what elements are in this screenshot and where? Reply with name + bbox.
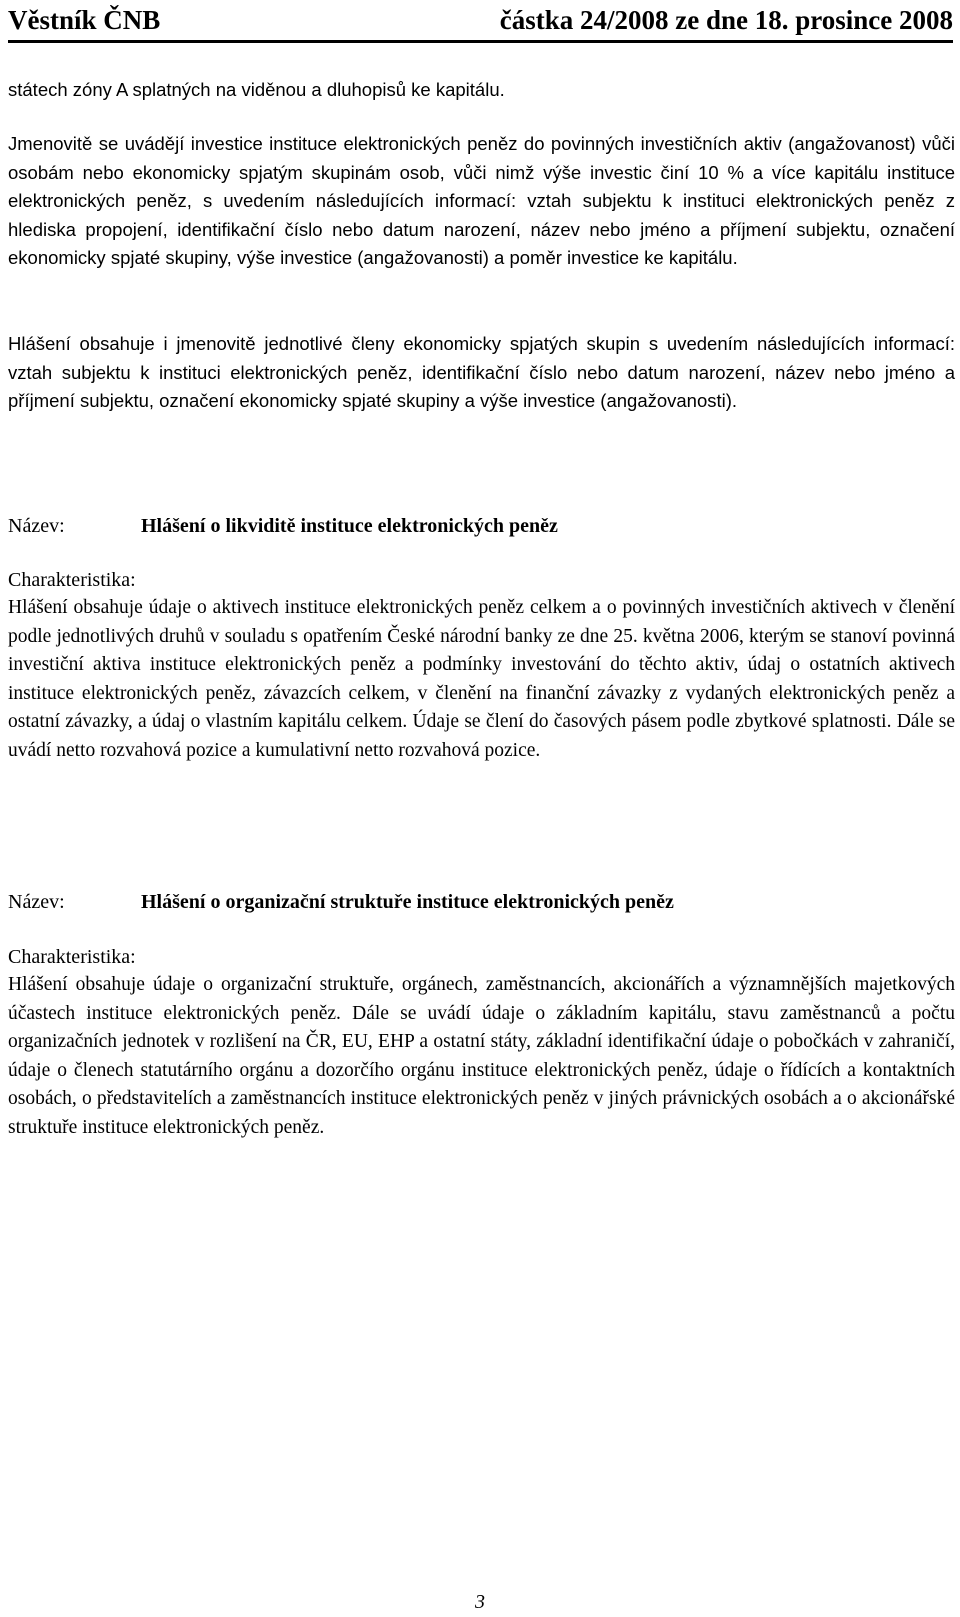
intro-paragraph-members: Hlášení obsahuje i jmenovitě jednotlivé členy ekonomicky spjatých skupin s uvedením následujících informací: vztah subjektu k instituci elektronických peněz, identifikační číslo nebo datum narození, název nebo jméno a příjmení subjektu, označení ekonomicky spjaté skupiny a výše investice (angažovanosti). [8,333,955,412]
page-number: 3 [475,1591,485,1613]
section-1-text: Hlášení obsahuje údaje o aktivech instituce elektronických peněz celkem a o povinných investičních aktivech v členění podle jednotlivých druhů v souladu s opatřením České národní banky ze dne 25. května 2006, kterým se stanoví povinná investiční aktiva instituce elektronických peněz a podmínky investování do těchto aktiv, údaj o ostatních aktivech instituce elektronických peněz, závazcích celkem, v členění na finanční závazky z vydaných elektronických peněz a ostatní závazky, a údaj o vlastním kapitálu celkem. Údaje se člení do časových pásem podle zbytkové splatnosti. Dále se uvádí netto rozvahová pozice a kumulativní netto rozvahová pozice. [8,597,955,761]
section-1-name-label: Název: [8,515,65,537]
section-2-characteristics-label: Charakteristika: [8,946,136,968]
section-2-text: Hlášení obsahuje údaje o organizační struktuře, orgánech, zaměstnancích, akcionářích a významnějších majetkových účastech instituce elektronických peněz. Dále se uvádí údaje o základním kapitálu, stavu zaměstnanců a počtu organizačních jednotek v rozlišení na ČR, EU, EHP a ostatní státy, základní identifikační údaje o pobočkách v zahraničí, údaje o členech statutárního orgánu a dozorčího orgánu instituce elektronických peněz, údaje o řídících a kontaktních osobách, o představitelích a zaměstnancích instituce elektronických peněz v jiných právnických osobách a o akcionářské struktuře instituce elektronických peněz. [8,974,955,1138]
page-header [8,0,953,43]
section-1-characteristics-label: Charakteristika: [8,569,136,591]
section-2-name-label: Název: [8,891,65,913]
section-2-title: Hlášení o organizační struktuře instituce elektronických peněz [141,891,674,913]
intro-paragraph-investments: Jmenovitě se uvádějí investice instituce elektronických peněz do povinných investičních aktiv (angažovanost) vůči osobám nebo ekonomicky spjatým skupinám osob, vůči nimž výše investic činí 10 % a více kapitálu instituce elektronických peněz, s uvedením následujících informací: vztah subjektu k instituci elektronických peněz z hlediska propojení, identifikační číslo nebo datum narození, název nebo jméno a příjmení subjektu, označení ekonomicky spjaté skupiny, výše investice (angažovanosti) a poměr investice ke kapitálu. [8,133,955,269]
issue-info: částka 24/2008 ze dne 18. prosince 2008 [499,5,953,35]
journal-title: Věstník ČNB [8,5,161,35]
intro-line: státech zóny A splatných na viděnou a dluhopisů ke kapitálu. [8,79,505,100]
section-1-title: Hlášení o likviditě instituce elektronických peněz [141,515,558,537]
